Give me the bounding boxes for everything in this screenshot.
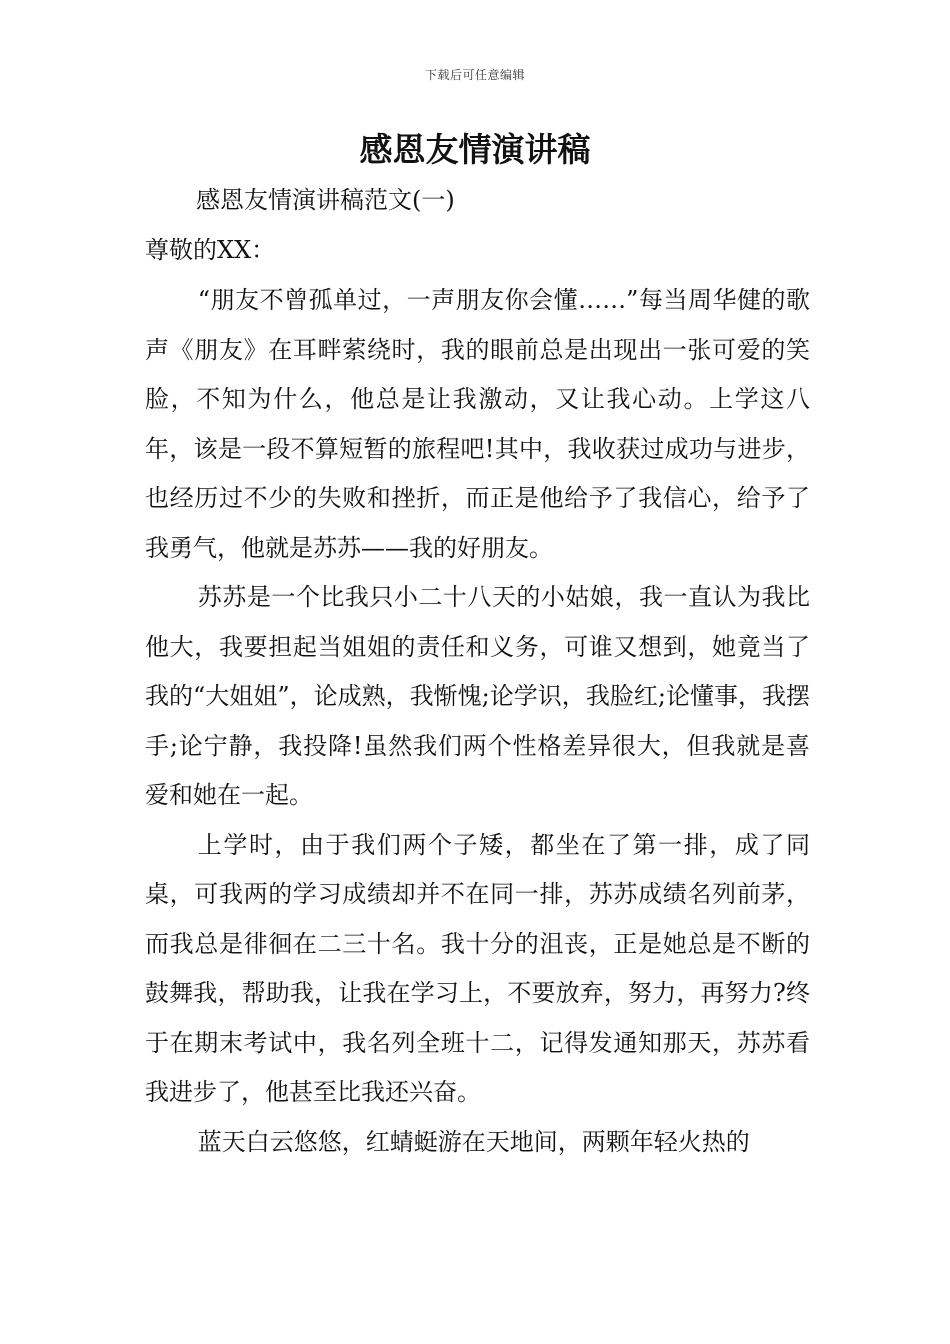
paragraph-1: “朋友不曾孤单过，一声朋友你会懂……”每当周华健的歌声《朋友》在耳畔萦绕时，我的眼前总是出现出一张可爱的笑脸，不知为什么，他总是让我激动，又让我心动。上学这八年，该是一段不算短暂的旅程吧!其中，我收获过成功与进步，也经历过不少的失败和挫折，而正是他给予了我信心，给予了我勇气，他就是苏苏——我的好朋友。 [145, 286, 810, 562]
document-title: 感恩友情演讲稿 [359, 130, 591, 169]
paragraph-4: 蓝天白云悠悠，红蜻蜓游在天地间，两颗年轻火热的 [197, 1127, 750, 1156]
paragraph-3: 上学时，由于我们两个子矮，都坐在了第一排，成了同桌，可我两的学习成绩却并不在同一排，苏苏成绩名列前茅，而我总是徘徊在二三十名。我十分的沮丧，正是她总是不断的鼓舞我，帮助我，让我在学习上，不要放弃，努力，再努力?终于在期末考试中，我名列全班十二，记得发通知那天，苏苏看我进步了，他甚至比我还兴奋。 [145, 830, 810, 1106]
header-note: 下载后可任意编辑 [424, 68, 525, 82]
greeting-line: 尊敬的XX： [145, 236, 276, 264]
body-text [145, 276, 810, 1167]
paragraph-2: 苏苏是一个比我只小二十八天的小姑娘，我一直认为我比他大，我要担起当姐姐的责任和义务，可谁又想到，她竟当了我的“大姐姐”，论成熟，我惭愧;论学识，我脸红;论懂事，我摆手;论宁静，我投降!虽然我们两个性格差异很大，但我就是喜爱和她在一起。 [145, 583, 810, 809]
document-subtitle: 感恩友情演讲稿范文(一) [196, 186, 455, 214]
